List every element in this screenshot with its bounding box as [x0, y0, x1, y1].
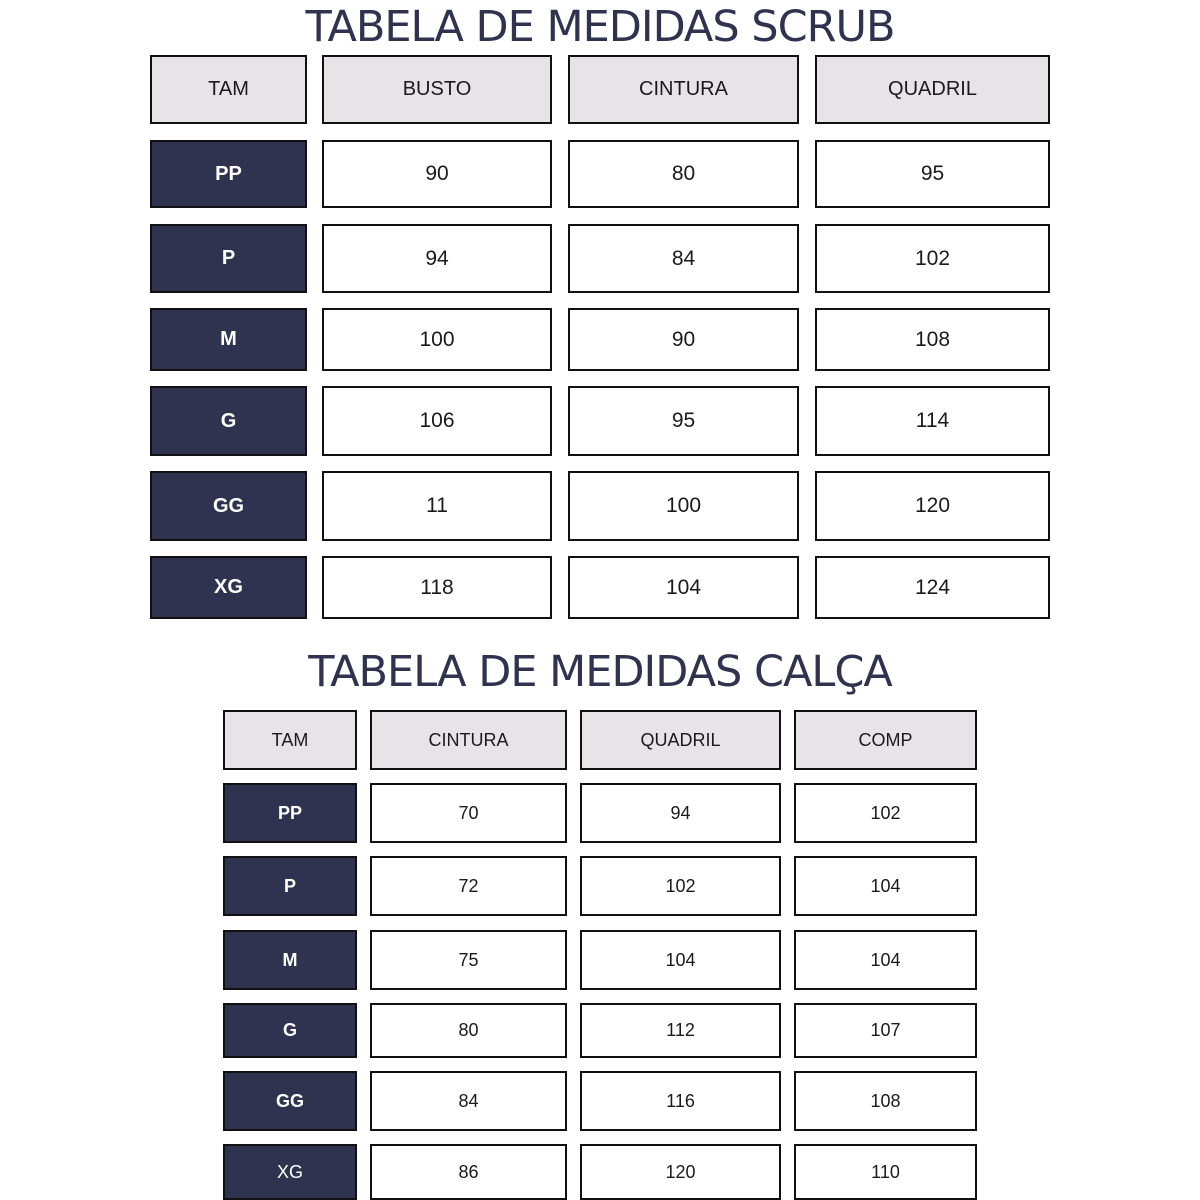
size-label-cell: M — [150, 308, 307, 371]
measurement-cell: 104 — [794, 856, 977, 916]
measurement-cell: 86 — [370, 1144, 567, 1200]
measurement-cell: 106 — [322, 386, 552, 456]
measurement-cell: 84 — [370, 1071, 567, 1131]
measurement-cell: 95 — [815, 140, 1050, 208]
column-header: TAM — [150, 55, 307, 124]
column-header: BUSTO — [322, 55, 552, 124]
column-header: TAM — [223, 710, 357, 770]
measurement-cell: 70 — [370, 783, 567, 843]
size-label-cell: P — [150, 224, 307, 293]
size-label-cell: P — [223, 856, 357, 916]
measurement-cell: 112 — [580, 1003, 781, 1058]
measurement-cell: 120 — [580, 1144, 781, 1200]
column-header: QUADRIL — [815, 55, 1050, 124]
size-label-cell: M — [223, 930, 357, 990]
measurement-cell: 118 — [322, 556, 552, 619]
measurement-cell: 75 — [370, 930, 567, 990]
measurement-cell: 104 — [568, 556, 799, 619]
measurement-cell: 95 — [568, 386, 799, 456]
measurement-cell: 120 — [815, 471, 1050, 541]
measurement-cell: 100 — [568, 471, 799, 541]
measurement-cell: 107 — [794, 1003, 977, 1058]
measurement-cell: 108 — [815, 308, 1050, 371]
size-label-cell: XG — [223, 1144, 357, 1200]
measurement-cell: 114 — [815, 386, 1050, 456]
size-label-cell: XG — [150, 556, 307, 619]
measurement-cell: 72 — [370, 856, 567, 916]
measurement-cell: 100 — [322, 308, 552, 371]
measurement-cell: 80 — [568, 140, 799, 208]
measurement-cell: 11 — [322, 471, 552, 541]
measurement-cell: 94 — [322, 224, 552, 293]
column-header: QUADRIL — [580, 710, 781, 770]
measurement-cell: 102 — [794, 783, 977, 843]
measurement-cell: 124 — [815, 556, 1050, 619]
measurement-cell: 90 — [568, 308, 799, 371]
size-label-cell: G — [223, 1003, 357, 1058]
scrub-table-title: TABELA DE MEDIDAS SCRUB — [305, 2, 895, 52]
size-label-cell: GG — [223, 1071, 357, 1131]
size-label-cell: PP — [223, 783, 357, 843]
measurement-cell: 80 — [370, 1003, 567, 1058]
column-header: COMP — [794, 710, 977, 770]
measurement-cell: 90 — [322, 140, 552, 208]
measurement-cell: 104 — [580, 930, 781, 990]
column-header: CINTURA — [370, 710, 567, 770]
pants-table-title: TABELA DE MEDIDAS CALÇA — [308, 647, 892, 697]
measurement-cell: 94 — [580, 783, 781, 843]
measurement-cell: 102 — [815, 224, 1050, 293]
size-label-cell: PP — [150, 140, 307, 208]
measurement-cell: 110 — [794, 1144, 977, 1200]
measurement-cell: 102 — [580, 856, 781, 916]
measurement-cell: 104 — [794, 930, 977, 990]
size-label-cell: G — [150, 386, 307, 456]
measurement-cell: 116 — [580, 1071, 781, 1131]
column-header: CINTURA — [568, 55, 799, 124]
size-label-cell: GG — [150, 471, 307, 541]
measurement-cell: 108 — [794, 1071, 977, 1131]
measurement-cell: 84 — [568, 224, 799, 293]
